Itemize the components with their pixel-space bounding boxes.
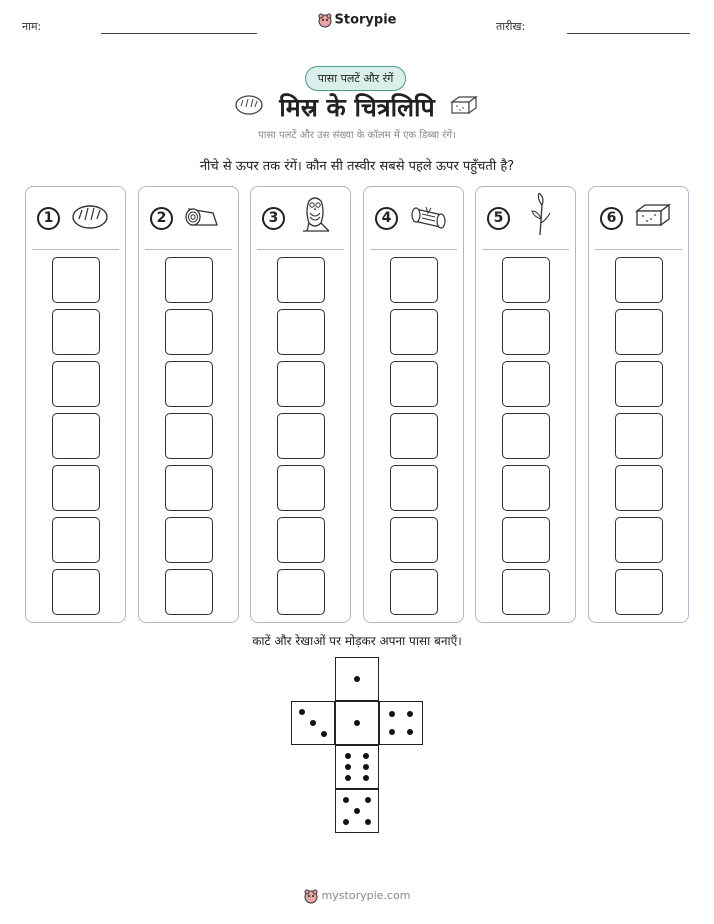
color-box[interactable]: [165, 413, 213, 459]
owl-icon: [295, 193, 335, 237]
pip: [345, 753, 351, 759]
color-box[interactable]: [615, 309, 663, 355]
pip: [345, 764, 351, 770]
color-box[interactable]: [52, 413, 100, 459]
column-5: [475, 186, 576, 623]
pip: [354, 720, 360, 726]
pip: [343, 819, 349, 825]
pip: [407, 711, 413, 717]
pip: [389, 711, 395, 717]
color-box[interactable]: [52, 465, 100, 511]
color-box[interactable]: [615, 517, 663, 563]
color-box[interactable]: [52, 517, 100, 563]
column-divider: [145, 249, 232, 250]
color-box[interactable]: [52, 361, 100, 407]
color-box[interactable]: [502, 413, 550, 459]
column-2: [138, 186, 239, 623]
pip: [321, 731, 327, 737]
color-box[interactable]: [615, 465, 663, 511]
brick-icon: [633, 199, 673, 233]
color-box[interactable]: [502, 517, 550, 563]
column-number: 2: [150, 207, 173, 230]
footer: [0, 888, 714, 904]
column-divider: [482, 249, 569, 250]
column-6: [588, 186, 689, 623]
pip: [299, 709, 305, 715]
reed-icon: [520, 193, 560, 237]
date-label: तारीख:: [496, 20, 526, 33]
color-box[interactable]: [277, 465, 325, 511]
color-box[interactable]: [165, 309, 213, 355]
color-box[interactable]: [615, 413, 663, 459]
brick-icon: [449, 94, 479, 116]
color-box[interactable]: [390, 465, 438, 511]
column-3: [250, 186, 351, 623]
color-box[interactable]: [390, 517, 438, 563]
color-box[interactable]: [502, 309, 550, 355]
date-line: [567, 33, 690, 34]
column-number: 4: [375, 207, 398, 230]
dice-face-5: [335, 789, 379, 833]
color-box[interactable]: [52, 569, 100, 615]
color-box[interactable]: [165, 517, 213, 563]
column-divider: [595, 249, 682, 250]
color-box[interactable]: [615, 361, 663, 407]
instruction: नीचे से ऊपर तक रंगें। कौन सी तस्वीर सबसे पहले ऊपर पहुँचती है?: [199, 159, 515, 174]
column-number: 5: [487, 207, 510, 230]
color-box[interactable]: [165, 257, 213, 303]
brand-name: Storypie: [334, 12, 397, 28]
pip: [354, 808, 360, 814]
footer-url[interactable]: mystorypie.com: [321, 889, 411, 902]
name-label: नाम:: [22, 20, 42, 33]
column-4: [363, 186, 464, 623]
color-box[interactable]: [277, 517, 325, 563]
storypie-logo-icon: [304, 888, 318, 904]
subtitle: पासा पलटें और उस संख्या के कॉलम में एक डिब्बा रंगें।: [258, 130, 456, 141]
color-box[interactable]: [165, 361, 213, 407]
pip: [345, 775, 351, 781]
color-box[interactable]: [615, 257, 663, 303]
name-line: [101, 33, 257, 34]
dice-face-1: [335, 657, 379, 701]
pip: [343, 797, 349, 803]
pip: [310, 720, 316, 726]
pip: [354, 676, 360, 682]
dice-face-6: [335, 745, 379, 789]
color-box[interactable]: [277, 569, 325, 615]
color-box[interactable]: [277, 309, 325, 355]
column-number: 6: [600, 207, 623, 230]
column-number: 3: [262, 207, 285, 230]
color-box[interactable]: [502, 257, 550, 303]
color-box[interactable]: [277, 413, 325, 459]
color-box[interactable]: [502, 361, 550, 407]
color-box[interactable]: [277, 361, 325, 407]
color-box[interactable]: [502, 569, 550, 615]
color-box[interactable]: [502, 465, 550, 511]
color-box[interactable]: [165, 465, 213, 511]
color-box[interactable]: [390, 257, 438, 303]
column-1: [25, 186, 126, 623]
color-box[interactable]: [390, 413, 438, 459]
color-box[interactable]: [52, 309, 100, 355]
color-box[interactable]: [390, 309, 438, 355]
pip: [363, 775, 369, 781]
pip: [407, 729, 413, 735]
rolled-cloth-icon: [183, 199, 223, 233]
color-box[interactable]: [390, 361, 438, 407]
dice-face-4: [379, 701, 423, 745]
dice-face-1: [335, 701, 379, 745]
brand: [0, 12, 714, 28]
column-divider: [257, 249, 344, 250]
column-number: 1: [37, 207, 60, 230]
bread-icon: [70, 199, 110, 233]
color-box[interactable]: [52, 257, 100, 303]
pip: [389, 729, 395, 735]
pip: [363, 764, 369, 770]
pip: [365, 797, 371, 803]
cut-instruction: काटें और रेखाओं पर मोड़कर अपना पासा बनाएँ।: [252, 634, 462, 648]
column-divider: [370, 249, 457, 250]
column-divider: [32, 249, 119, 250]
page-title: मिस्र के चित्रलिपि: [279, 93, 435, 122]
color-box[interactable]: [615, 569, 663, 615]
color-box[interactable]: [165, 569, 213, 615]
color-box[interactable]: [277, 257, 325, 303]
activity-tag: पासा पलटें और रंगें: [305, 66, 406, 91]
storypie-logo-icon: [318, 12, 332, 28]
color-box[interactable]: [390, 569, 438, 615]
dice-face-3: [291, 701, 335, 745]
scroll-icon: [408, 199, 450, 233]
pip: [365, 819, 371, 825]
pip: [363, 753, 369, 759]
